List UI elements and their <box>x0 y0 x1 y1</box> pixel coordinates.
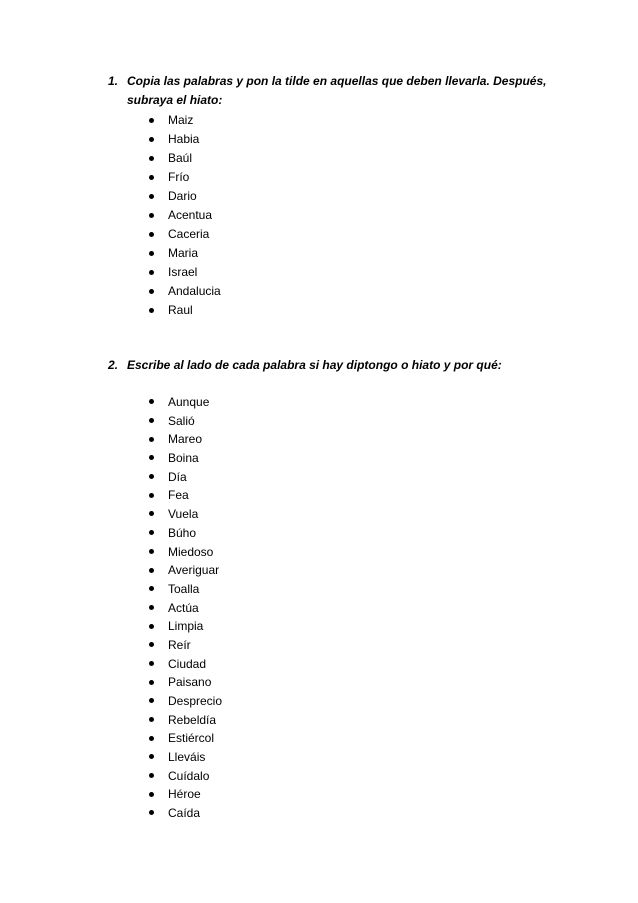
list-item <box>149 468 222 487</box>
exercise-1-number: 1. <box>108 74 119 88</box>
bullet-icon <box>149 530 154 535</box>
list-item <box>149 617 222 636</box>
word: Andalucia <box>168 284 221 298</box>
bullet-icon <box>149 118 154 123</box>
bullet-icon <box>149 698 154 703</box>
word: Actúa <box>168 600 199 615</box>
list-item <box>149 486 222 505</box>
exercise-2-instruction <box>108 356 548 375</box>
bullet-icon <box>149 605 154 610</box>
word: Miedoso <box>168 544 214 559</box>
word: Caída <box>168 806 201 821</box>
word: Reír <box>168 637 191 652</box>
bullet-icon <box>149 493 154 498</box>
word: Héroe <box>168 787 201 802</box>
list-item <box>149 301 221 320</box>
list-item <box>149 524 222 543</box>
list-item <box>149 168 221 187</box>
list-item <box>149 244 221 263</box>
word: Toalla <box>168 581 200 596</box>
word: Paisano <box>168 675 212 690</box>
list-item <box>149 412 222 431</box>
word: Limpia <box>168 619 204 634</box>
list-item <box>149 692 222 711</box>
bullet-icon <box>149 437 154 442</box>
list-item <box>149 149 221 168</box>
bullet-icon <box>149 137 154 142</box>
list-item <box>149 767 222 786</box>
bullet-icon <box>149 736 154 741</box>
bullet-icon <box>149 511 154 516</box>
word: Boina <box>168 451 199 466</box>
word: Maiz <box>168 113 194 127</box>
word: Día <box>168 469 187 484</box>
bullet-icon <box>149 792 154 797</box>
list-item <box>149 655 222 674</box>
bullet-icon <box>149 568 154 573</box>
word: Lleváis <box>168 750 206 765</box>
bullet-icon <box>149 810 154 815</box>
bullet-icon <box>149 624 154 629</box>
exercise-1-text: Copia las palabras y pon la tilde en aquellas que deben llevarla. Después, subraya el hiato: <box>127 74 547 107</box>
exercise-2-number: 2. <box>108 358 119 372</box>
bullet-icon <box>149 194 154 199</box>
word: Frío <box>168 170 190 184</box>
word: Baúl <box>168 151 193 165</box>
exercise-2-text: Escribe al lado de cada palabra si hay diptongo o hiato y por qué: <box>127 358 502 372</box>
word: Mareo <box>168 432 203 447</box>
word: Desprecio <box>168 694 223 708</box>
list-item <box>149 599 222 618</box>
list-item <box>149 449 222 468</box>
bullet-icon <box>149 175 154 180</box>
word: Averiguar <box>168 563 220 578</box>
word: Caceria <box>168 227 210 241</box>
list-item <box>149 711 222 730</box>
bullet-icon <box>149 156 154 161</box>
bullet-icon <box>149 232 154 237</box>
bullet-icon <box>149 642 154 647</box>
list-item <box>149 393 222 412</box>
list-item <box>149 282 221 301</box>
bullet-icon <box>149 213 154 218</box>
list-item <box>149 505 222 524</box>
list-item <box>149 785 222 804</box>
bullet-icon <box>149 549 154 554</box>
list-item <box>149 430 222 449</box>
bullet-icon <box>149 399 154 404</box>
list-item <box>149 111 221 130</box>
word: Búho <box>168 525 197 540</box>
bullet-icon <box>149 289 154 294</box>
word: Salió <box>168 413 195 428</box>
word: Ciudad <box>168 656 207 671</box>
word: Habia <box>168 132 200 146</box>
bullet-icon <box>149 455 154 460</box>
list-item <box>149 543 222 562</box>
word: Dario <box>168 189 197 203</box>
list-item <box>149 187 221 206</box>
list-item <box>149 225 221 244</box>
list-item <box>149 804 222 823</box>
exercise-1-instruction <box>108 72 548 110</box>
list-item <box>149 561 222 580</box>
list-item <box>149 263 221 282</box>
word: Rebeldía <box>168 712 217 727</box>
bullet-icon <box>149 474 154 479</box>
bullet-icon <box>149 717 154 722</box>
word: Estiércol <box>168 731 215 746</box>
exercise-1-word-list <box>149 111 221 320</box>
bullet-icon <box>149 308 154 313</box>
bullet-icon <box>149 754 154 759</box>
bullet-icon <box>149 680 154 685</box>
list-item <box>149 636 222 655</box>
word: Aunque <box>168 395 210 409</box>
word: Raul <box>168 303 193 317</box>
bullet-icon <box>149 661 154 666</box>
bullet-icon <box>149 270 154 275</box>
word: Acentua <box>168 208 213 222</box>
list-item <box>149 130 221 149</box>
list-item <box>149 748 222 767</box>
list-item <box>149 206 221 225</box>
list-item <box>149 673 222 692</box>
word: Maria <box>168 246 199 260</box>
list-item <box>149 580 222 599</box>
bullet-icon <box>149 586 154 591</box>
bullet-icon <box>149 773 154 778</box>
bullet-icon <box>149 251 154 256</box>
word: Vuela <box>168 507 199 522</box>
word: Cuídalo <box>168 768 210 783</box>
bullet-icon <box>149 418 154 423</box>
list-item <box>149 729 222 748</box>
word: Fea <box>168 488 189 503</box>
exercise-2-word-list <box>149 393 222 823</box>
word: Israel <box>168 265 198 279</box>
